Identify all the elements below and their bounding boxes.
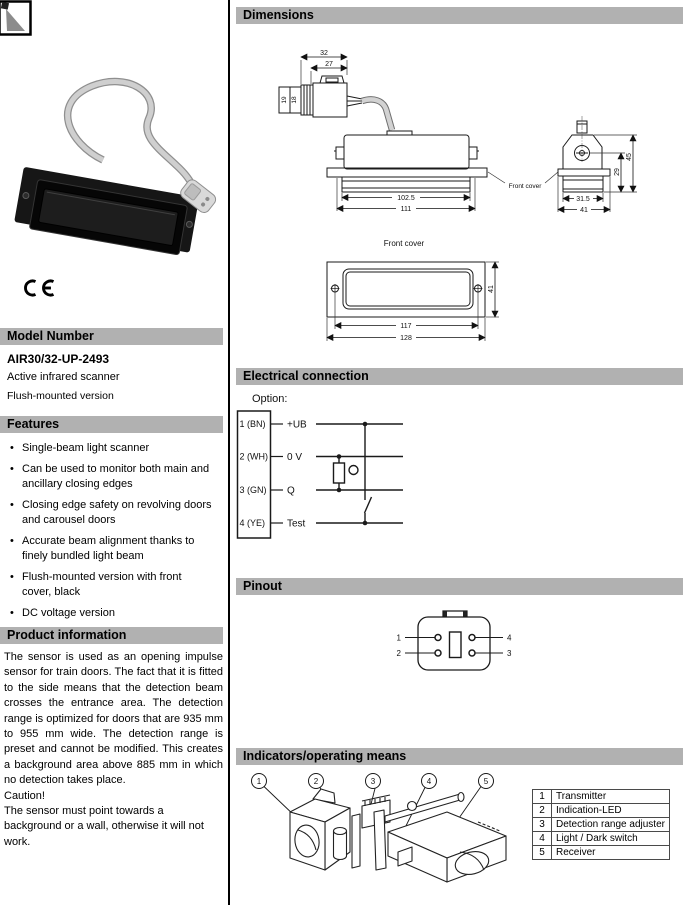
features-header: Features bbox=[0, 416, 223, 433]
electrical-header: Electrical connection bbox=[236, 368, 683, 385]
front-cover-title: Front cover bbox=[383, 239, 425, 248]
legend-num: 2 bbox=[533, 804, 552, 818]
indicator-circle bbox=[349, 466, 358, 475]
front-cover-view bbox=[327, 262, 485, 317]
dim-cover-total-width: 128 bbox=[400, 335, 412, 342]
ce-mark bbox=[22, 277, 58, 299]
cable bbox=[68, 82, 194, 189]
features-list bbox=[5, 441, 217, 627]
model-number-header: Model Number bbox=[0, 328, 223, 345]
terminal-3: 3 (GN) bbox=[239, 485, 267, 495]
pin-leaders bbox=[405, 638, 503, 654]
terminal-4: 4 (YE) bbox=[239, 518, 266, 528]
legend-label: Transmitter bbox=[552, 790, 670, 804]
dim-connector-inner-height: 18 bbox=[291, 96, 298, 104]
callout-circles bbox=[252, 774, 494, 789]
dim-cover-height: 41 bbox=[488, 285, 495, 293]
bullet-icon bbox=[5, 606, 22, 621]
signal-0v: 0 V bbox=[287, 452, 303, 463]
bullet-icon bbox=[5, 498, 22, 528]
dim-depth-total: 45 bbox=[626, 153, 633, 161]
legend-label: Light / Dark switch bbox=[552, 832, 670, 846]
indicators-header: Indicators/operating means bbox=[236, 748, 683, 765]
pin-3-label: 3 bbox=[507, 649, 512, 658]
sensor-body bbox=[13, 167, 199, 257]
callout-1: 1 bbox=[256, 777, 262, 786]
sensor-beam-logo-icon bbox=[0, 0, 34, 38]
pin-1-label: 1 bbox=[396, 633, 401, 643]
dim-depth-body: 29 bbox=[614, 168, 621, 176]
sensor-side-view bbox=[558, 121, 610, 192]
feature-item: • Closing edge safety on revolving doors and carousel doors bbox=[5, 498, 217, 528]
dim-side-total-width: 41 bbox=[580, 207, 588, 214]
legend-label: Indication-LED bbox=[552, 804, 670, 818]
signal-ub: +UB bbox=[287, 419, 307, 431]
table-row bbox=[533, 790, 670, 804]
bullet-icon bbox=[5, 441, 22, 456]
legend-label: Detection range adjuster bbox=[552, 818, 670, 832]
bullet-icon bbox=[5, 570, 22, 600]
feature-item: • DC voltage version bbox=[5, 606, 217, 621]
product-photo bbox=[8, 48, 220, 276]
dimensions-drawing bbox=[236, 30, 683, 350]
dim-connector-outer-width: 32 bbox=[320, 50, 328, 57]
dimensions-header: Dimensions bbox=[236, 7, 683, 24]
test-switch bbox=[365, 424, 372, 523]
center-post bbox=[352, 814, 360, 868]
legend-num: 4 bbox=[533, 832, 552, 846]
connector-dims bbox=[301, 60, 347, 84]
connector-face bbox=[418, 611, 490, 670]
pin-2-label: 2 bbox=[396, 649, 401, 658]
callout-3: 3 bbox=[370, 777, 376, 786]
signal-q: Q bbox=[287, 485, 295, 497]
dim-hole-spacing: 117 bbox=[400, 323, 412, 330]
table-row bbox=[533, 804, 670, 818]
sensor-front-view bbox=[327, 131, 487, 192]
product-info-text bbox=[4, 650, 223, 850]
callout-5: 5 bbox=[483, 777, 489, 786]
bullet-icon bbox=[5, 534, 22, 564]
front-cover-pointer-label: Front cover bbox=[508, 183, 542, 190]
legend-num: 3 bbox=[533, 818, 552, 832]
model-number: AIR30/32-UP-2493 bbox=[7, 352, 110, 366]
terminal-2: 2 (WH) bbox=[239, 451, 268, 462]
product-info-paragraph: The sensor is used as an opening impulse sensor for train doors. The fact that it is fitted to the side means that the detection beam crosses the entrance area. The detection range is optimized for doors that are 935 mm to 955 mm wide. The detection range is preset and cannot be modified. This creates a background area above 885 mm in which no detection takes place. bbox=[4, 651, 223, 787]
clamp-bracket bbox=[374, 810, 386, 870]
legend-label: Receiver bbox=[552, 846, 670, 860]
legend-num: 5 bbox=[533, 846, 552, 860]
product-info-header: Product information bbox=[0, 627, 223, 644]
dim-connector-inner-width: 27 bbox=[325, 61, 333, 68]
table-row bbox=[533, 832, 670, 846]
product-variant: Flush-mounted version bbox=[7, 390, 114, 402]
sensor-exploded-view bbox=[290, 789, 506, 882]
signal-test: Test bbox=[287, 518, 306, 530]
option-label: Option: bbox=[252, 393, 288, 405]
load-resistor bbox=[334, 457, 345, 491]
callout-2: 2 bbox=[313, 777, 319, 786]
electrical-schematic bbox=[236, 385, 683, 550]
feature-item: • Flush-mounted version with front cover, black bbox=[5, 570, 217, 600]
pin-4-label: 4 bbox=[507, 633, 512, 643]
feature-item: • Can be used to monitor both main and ancillary closing edges bbox=[5, 462, 217, 492]
dim-side-cover-width: 31.5 bbox=[576, 196, 590, 203]
dim-connector-outer-height: 19 bbox=[281, 96, 288, 104]
side-view-ext-lines bbox=[558, 135, 637, 212]
dim-total-width: 111 bbox=[400, 206, 412, 213]
feature-item: • Accurate beam alignment thanks to finely bundled light beam bbox=[5, 534, 217, 564]
feature-item: • Single-beam light scanner bbox=[5, 441, 217, 456]
table-row bbox=[533, 818, 670, 832]
indicators-legend-table bbox=[532, 789, 670, 860]
indication-led bbox=[334, 828, 347, 860]
indicators-drawing bbox=[236, 770, 536, 900]
table-row bbox=[533, 846, 670, 860]
dim-cover-width: 102.5 bbox=[397, 195, 415, 202]
column-divider bbox=[228, 0, 230, 905]
product-type: Active infrared scanner bbox=[7, 371, 120, 383]
caution-label: Caution! bbox=[4, 789, 45, 802]
pinout-header: Pinout bbox=[236, 578, 683, 595]
terminal-1: 1 (BN) bbox=[239, 419, 266, 429]
bullet-icon bbox=[5, 462, 22, 492]
pinout-diagram bbox=[236, 603, 683, 683]
callout-4: 4 bbox=[426, 777, 432, 786]
caution-text: The sensor must point towards a background or a wall, otherwise it will not work. bbox=[4, 805, 204, 848]
legend-num: 1 bbox=[533, 790, 552, 804]
